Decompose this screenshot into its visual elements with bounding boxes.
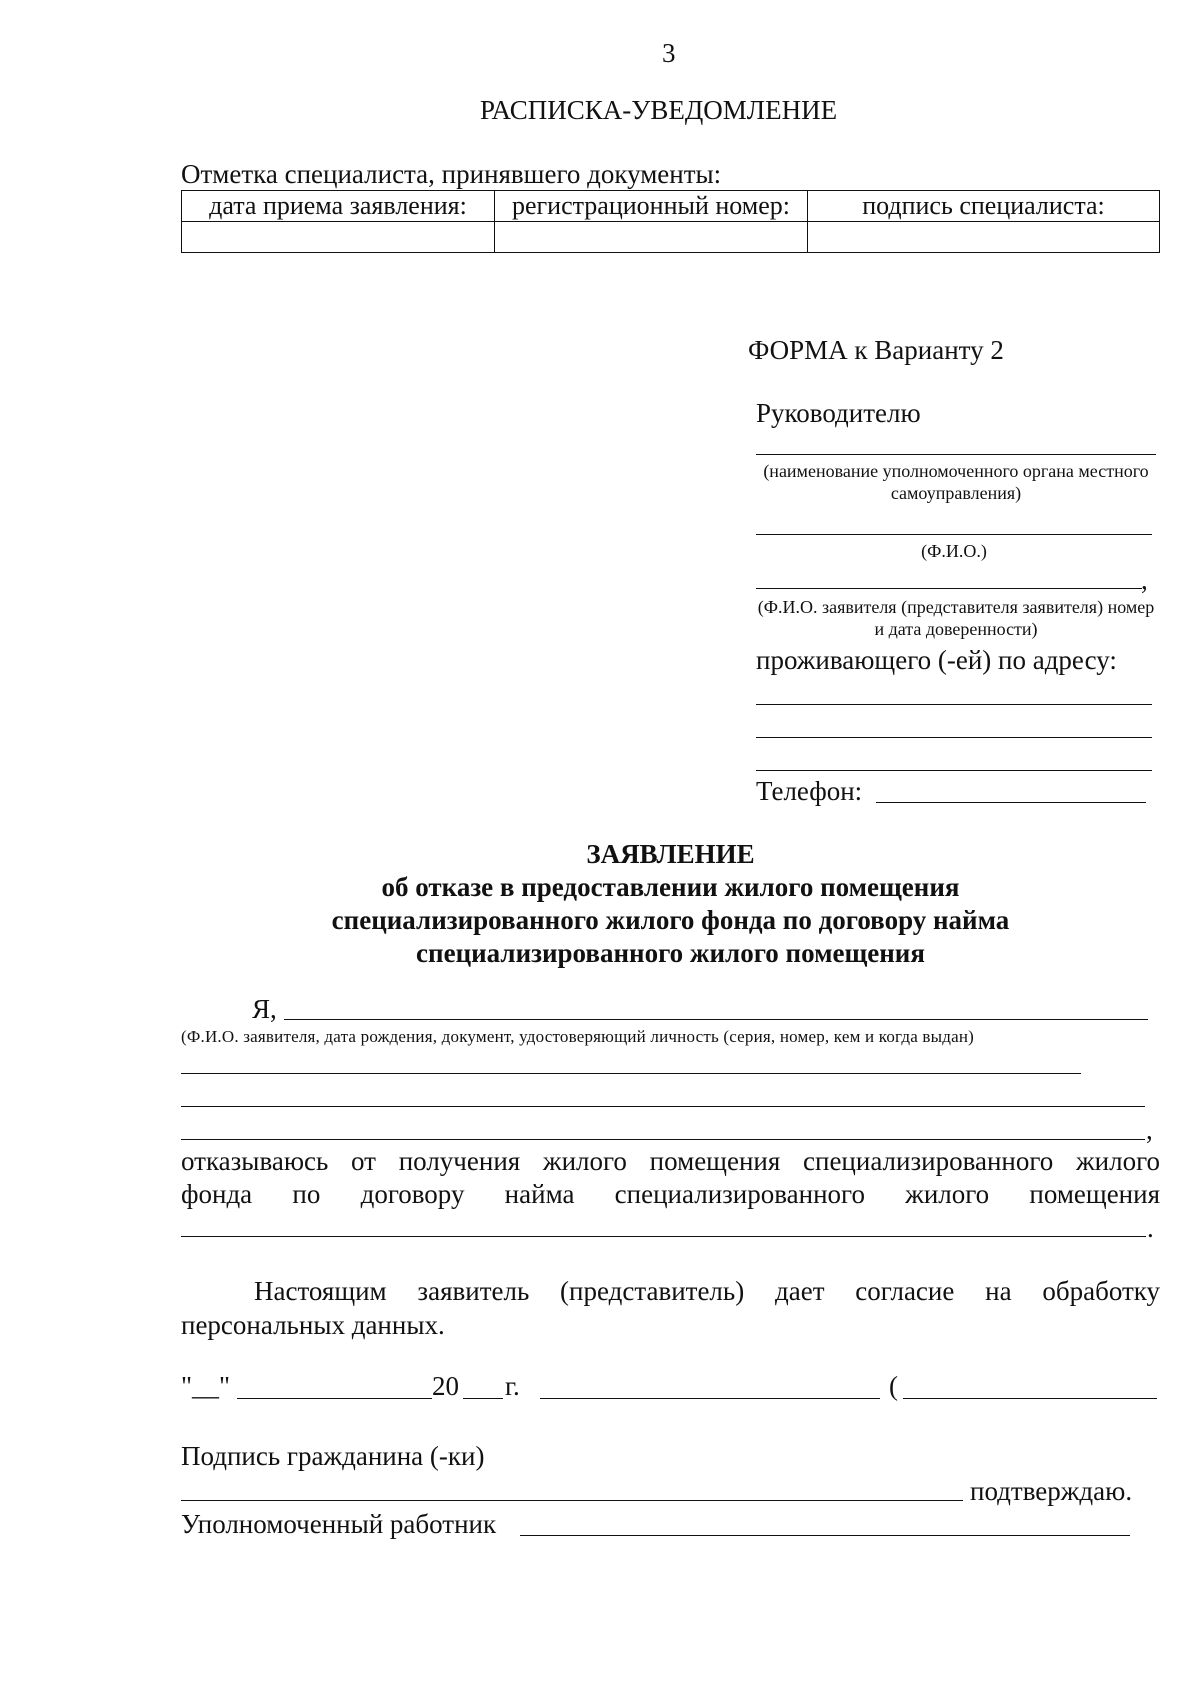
- residing-label: проживающего (-ей) по адресу:: [756, 645, 1117, 675]
- address-line-3[interactable]: [756, 770, 1152, 771]
- year-label: 20: [432, 1371, 459, 1401]
- form-title: ФОРМА к Варианту 2: [748, 335, 1004, 365]
- citizen-signature-label: Подпись гражданина (-ки): [181, 1441, 485, 1471]
- authorized-label: Уполномоченный работник: [181, 1509, 497, 1539]
- details-line-2[interactable]: [181, 1106, 1145, 1107]
- authorized-line[interactable]: [520, 1535, 1130, 1536]
- refuse-line-1: отказываюсь от получения жилого помещения специализированного жилого: [181, 1146, 1160, 1176]
- consent-line-1: Настоящим заявитель (представитель) дает согласие на обработку: [254, 1276, 1160, 1306]
- date-cell[interactable]: [182, 222, 495, 253]
- fio-caption: (Ф.И.О.): [921, 541, 987, 561]
- applicant-name-line[interactable]: [284, 1019, 1148, 1020]
- signature-cell[interactable]: [808, 222, 1160, 253]
- addressee-to: Руководителю: [756, 398, 921, 428]
- authority-caption: (наименование уполномоченного органа местного самоуправления): [763, 461, 1149, 503]
- citizen-signature-line[interactable]: [181, 1500, 963, 1501]
- specialist-note: Отметка специалиста, принявшего документы:: [181, 159, 722, 189]
- confirm-label: подтверждаю.: [970, 1476, 1133, 1506]
- receipt-title: РАСПИСКА-УВЕДОМЛЕНИЕ: [480, 95, 838, 125]
- fio-line[interactable]: [756, 534, 1152, 535]
- signature-line[interactable]: [540, 1398, 880, 1399]
- receipt-table-header: [182, 191, 1160, 222]
- consent-line-2: персональных данных.: [181, 1310, 445, 1340]
- address-line-2[interactable]: [756, 737, 1152, 738]
- receipt-table-empty-row: [182, 222, 1160, 253]
- phone-label: Телефон:: [756, 776, 863, 806]
- page-number: 3: [662, 38, 676, 68]
- applicant-comma: ,: [1141, 565, 1148, 595]
- i-label: Я,: [252, 994, 277, 1024]
- i-caption: (Ф.И.О. заявителя, дата рождения, документ, удостоверяющий личность (серия, номер, кем и когда выдан): [181, 1027, 975, 1046]
- refuse-period: .: [1147, 1213, 1154, 1243]
- name-decoding-line[interactable]: [903, 1398, 1157, 1399]
- column-date: дата приема заявления:: [182, 191, 495, 222]
- column-signature: подпись специалиста:: [808, 191, 1160, 222]
- date-month-line[interactable]: [237, 1398, 432, 1399]
- phone-line[interactable]: [876, 802, 1146, 803]
- authority-line[interactable]: [756, 454, 1156, 455]
- reg-number-cell[interactable]: [495, 222, 808, 253]
- applicant-caption: (Ф.И.О. заявителя (представителя заявителя) номер и дата доверенности): [757, 597, 1155, 639]
- date-quote: "__": [181, 1371, 231, 1401]
- refuse-line-2: фонда по договору найма специализированного жилого помещения: [181, 1179, 1160, 1209]
- address-line-1[interactable]: [756, 704, 1152, 705]
- g-label: г.: [505, 1371, 520, 1401]
- statement-subtitle-2: специализированного жилого фонда по договору найма: [331, 905, 1010, 935]
- details-line-1[interactable]: [181, 1073, 1081, 1074]
- details-comma: ,: [1146, 1115, 1153, 1145]
- statement-subtitle-3: специализированного жилого помещения: [416, 938, 925, 968]
- statement-subtitle-1: об отказе в предоставлении жилого помещения: [381, 872, 960, 902]
- paren-open: (: [889, 1371, 898, 1401]
- year-line[interactable]: [463, 1398, 503, 1399]
- receipt-table: [181, 190, 1160, 253]
- applicant-line[interactable]: [756, 588, 1142, 589]
- statement-title: ЗАЯВЛЕНИЕ: [586, 839, 755, 869]
- refuse-reason-line[interactable]: [181, 1236, 1146, 1237]
- column-reg-number: регистрационный номер:: [495, 191, 808, 222]
- details-line-3[interactable]: [181, 1139, 1145, 1140]
